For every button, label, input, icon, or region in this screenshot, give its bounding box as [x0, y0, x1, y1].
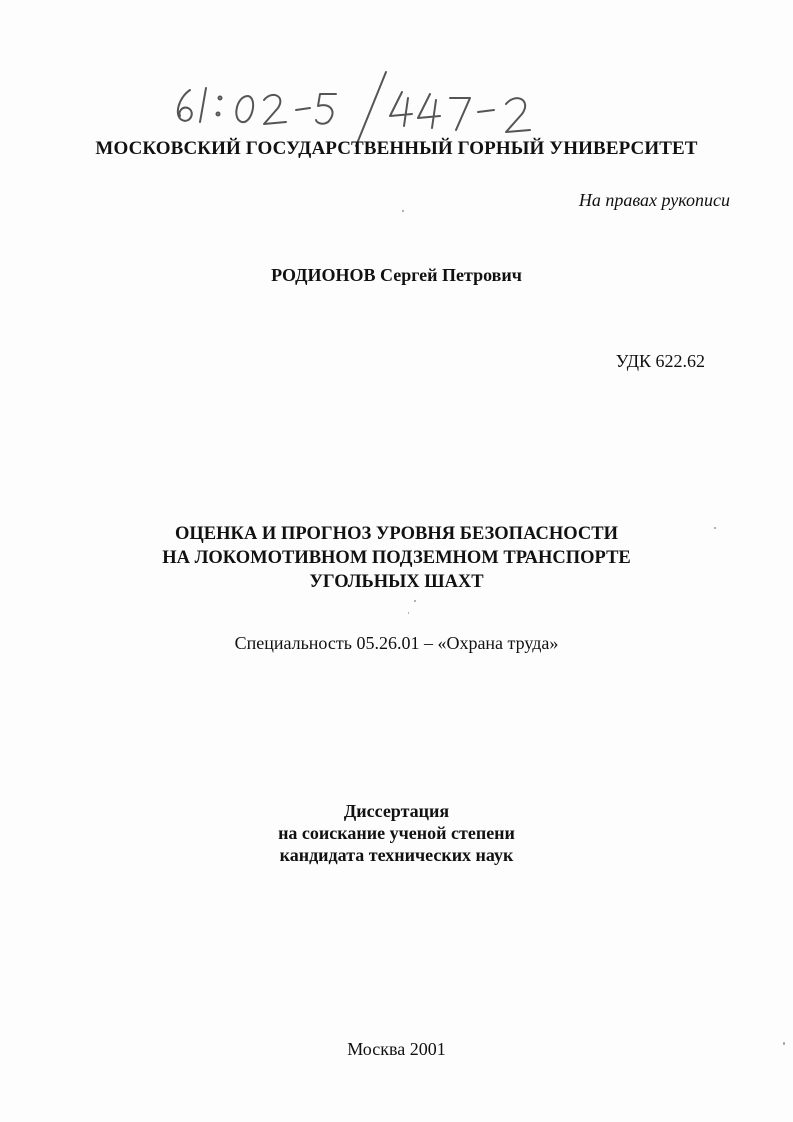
- degree-line-3: кандидата технических наук: [279, 845, 514, 865]
- dissertation-title: [0, 522, 793, 594]
- scan-speck: [714, 527, 716, 529]
- scan-speck: [414, 600, 416, 602]
- author-name: РОДИОНОВ Сергей Петрович: [271, 265, 522, 285]
- degree-line-2: на соискание ученой степени: [278, 823, 515, 843]
- title-line-3: УГОЛЬНЫХ ШАХТ: [309, 572, 484, 592]
- title-line-2: НА ЛОКОМОТИВНОМ ПОДЗЕМНОМ ТРАНСПОРТЕ: [162, 548, 631, 568]
- scan-speck: [408, 612, 409, 614]
- scan-speck: [783, 1042, 785, 1045]
- degree-statement: [0, 800, 793, 866]
- manuscript-rights-note: На правах рукописи: [578, 190, 730, 210]
- handwritten-archive-number: [168, 68, 568, 148]
- scan-speck: [402, 210, 404, 212]
- city-and-year: Москва 2001: [347, 1039, 446, 1059]
- specialty-line: Специальность 05.26.01 – «Охрана труда»: [234, 633, 559, 653]
- university-name: МОСКОВСКИЙ ГОСУДАРСТВЕННЫЙ ГОРНЫЙ УНИВЕРСИТЕТ: [95, 138, 698, 159]
- title-line-1: ОЦЕНКА И ПРОГНОЗ УРОВНЯ БЕЗОПАСНОСТИ: [175, 524, 618, 544]
- degree-line-1: Диссертация: [343, 801, 450, 821]
- udc-code: УДК 622.62: [615, 351, 705, 371]
